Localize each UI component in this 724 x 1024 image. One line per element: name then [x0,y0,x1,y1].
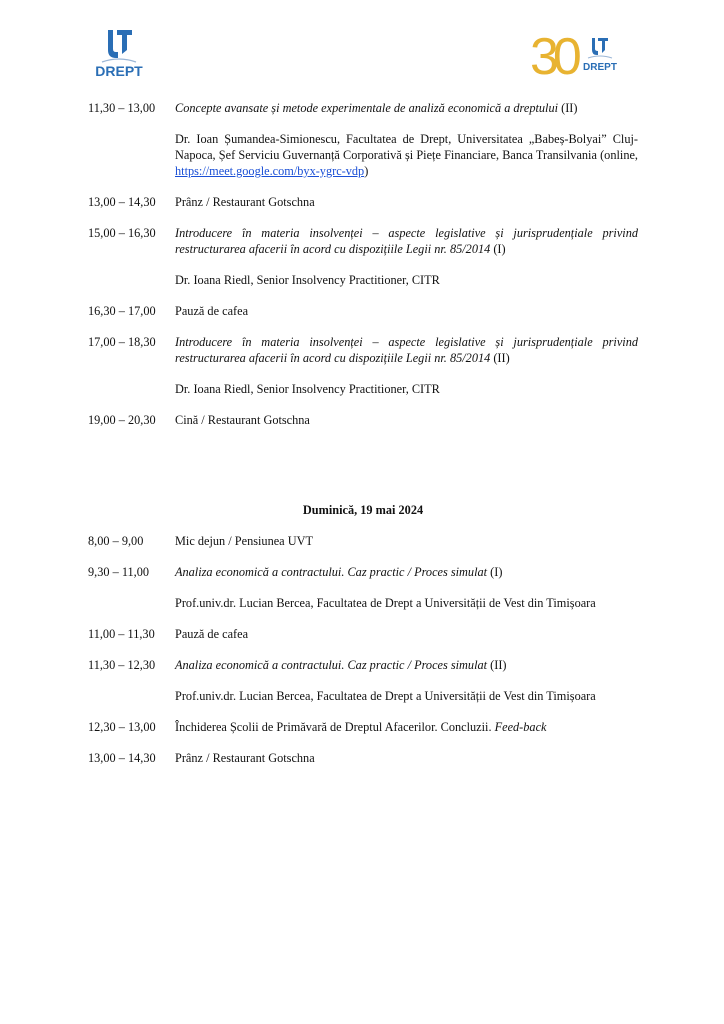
session-time: 12,30 – 13,00 [88,720,156,734]
session-time: 11,30 – 13,00 [88,101,156,115]
session-text: Prânz / Restaurant Gotschna [175,195,315,209]
session-title: Concepte avansate și metode experimentale de analiză economică a dreptului (II) [175,101,578,115]
program-content [88,100,638,781]
session-text: Mic dejun / Pensiunea UVT [175,534,313,548]
session-text: Cină / Restaurant Gotschna [175,413,310,427]
session-time: 17,00 – 18,30 [88,335,156,349]
session-title: Analiza economică a contractului. Caz practic / Proces simulat (I) [175,565,503,579]
schedule-row [88,533,638,549]
session-speaker: Prof.univ.dr. Lucian Bercea, Facultatea de Drept a Universității de Vest din Timișoara [175,596,596,610]
session-text: Prânz / Restaurant Gotschna [175,751,315,765]
session-text: Pauză de cafea [175,627,249,641]
schedule-row [88,303,638,319]
meet-link[interactable]: https://meet.google.com/byx-ygrc-vdp [175,164,365,178]
session-time: 9,30 – 11,00 [88,565,150,579]
session-time: 16,30 – 17,00 [88,304,156,318]
session-speaker: Prof.univ.dr. Lucian Bercea, Facultatea de Drept a Universității de Vest din Timișoara [175,689,596,703]
schedule-row [88,657,638,673]
session-time: 8,00 – 9,00 [88,534,144,548]
session-title: Introducere în materia insolvenței – aspecte legislative și jurisprudențiale privind restructurarea afacerii în acord cu dispozițiile Legii nr. 85/2014 (II) [175,335,638,365]
session-time: 13,00 – 14,30 [88,751,156,765]
schedule-row [88,225,638,257]
30-years-drept-logo [528,20,620,80]
schedule-row [88,412,638,428]
schedule-row [88,750,638,766]
session-time: 11,00 – 11,30 [88,627,155,641]
schedule-row [88,194,638,210]
session-speaker: Dr. Ioan Șumandea-Simionescu, Facultatea de Drept, Universitatea „Babeș-Bolyai” Cluj-Napoca, Șef Serviciu Guvernanță Corporativă și Piețe Financiare, Banca Transilvania (online, https://meet.google.com/byx-ygrc-vdp) [175,132,638,178]
schedule-row [88,626,638,642]
session-title: Analiza economică a contractului. Caz practic / Proces simulat (II) [175,658,507,672]
session-speaker: Dr. Ioana Riedl, Senior Insolvency Practitioner, CITR [175,273,440,287]
session-title: Introducere în materia insolvenței – aspecte legislative și jurisprudențiale privind restructurarea afacerii în acord cu dispozițiile Legii nr. 85/2014 (I) [175,226,638,256]
schedule-row [88,564,638,580]
schedule-row [88,100,638,116]
schedule-row [88,719,638,735]
session-time: 11,30 – 12,30 [88,658,156,672]
session-time: 15,00 – 16,30 [88,226,156,240]
session-time: 13,00 – 14,30 [88,195,156,209]
session-time: 19,00 – 20,30 [88,413,156,427]
right-logo-text: DREPT [583,62,617,73]
day-heading: Duminică, 19 mai 2024 [302,503,424,517]
session-text: Pauză de cafea [175,304,249,318]
uvt-drept-logo [88,24,150,80]
schedule-row [88,334,638,366]
right-logo-number: 30 [530,28,576,80]
session-speaker: Dr. Ioana Riedl, Senior Insolvency Practitioner, CITR [175,382,440,396]
session-text: Închiderea Școlii de Primăvară de Dreptul Afacerilor. Concluzii. Feed-back [175,720,547,734]
left-logo-text: DREPT [95,63,143,79]
